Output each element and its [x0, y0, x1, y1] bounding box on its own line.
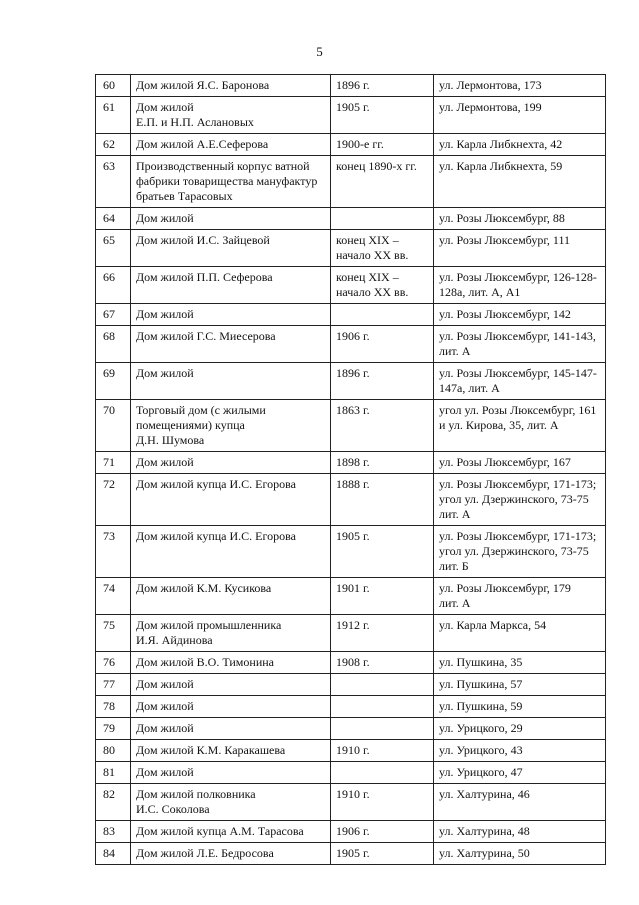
- object-name: Дом жилой: [131, 762, 331, 784]
- object-address: ул. Пушкина, 35: [434, 652, 606, 674]
- object-address: ул. Урицкого, 47: [434, 762, 606, 784]
- row-number: 78: [96, 696, 131, 718]
- row-number: 67: [96, 304, 131, 326]
- object-address: ул. Розы Люксембург, 126-128-128а, лит. А, А1: [434, 267, 606, 304]
- object-address: ул. Розы Люксембург, 179 лит. А: [434, 578, 606, 615]
- table-row: [96, 75, 606, 97]
- object-date: 1908 г.: [331, 652, 434, 674]
- object-date: 1896 г.: [331, 75, 434, 97]
- object-address: ул. Розы Люксембург, 171-173; угол ул. Дзержинского, 73-75 лит. Б: [434, 526, 606, 578]
- table-row: [96, 452, 606, 474]
- object-name: Производственный корпус ватной фабрики товарищества мануфактур братьев Тарасовых: [131, 156, 331, 208]
- object-name: Дом жилой А.Е.Сеферова: [131, 134, 331, 156]
- row-number: 63: [96, 156, 131, 208]
- object-date: [331, 674, 434, 696]
- table-row: [96, 674, 606, 696]
- object-date: 1905 г.: [331, 526, 434, 578]
- table-row: [96, 843, 606, 865]
- object-date: конец XIX – начало XX вв.: [331, 267, 434, 304]
- object-name: Дом жилой купца А.М. Тарасова: [131, 821, 331, 843]
- row-number: 72: [96, 474, 131, 526]
- table-row: [96, 304, 606, 326]
- table-row: [96, 267, 606, 304]
- page-number: 5: [316, 44, 323, 59]
- object-address: ул. Розы Люксембург, 167: [434, 452, 606, 474]
- object-address: ул. Розы Люксембург, 111: [434, 230, 606, 267]
- object-name: Дом жилой Е.П. и Н.П. Аслановых: [131, 97, 331, 134]
- object-name: Торговый дом (с жилыми помещениями) купца Д.Н. Шумова: [131, 400, 331, 452]
- object-address: ул. Розы Люксембург, 142: [434, 304, 606, 326]
- object-address: ул. Урицкого, 43: [434, 740, 606, 762]
- row-number: 84: [96, 843, 131, 865]
- object-date: 1898 г.: [331, 452, 434, 474]
- object-address: ул. Розы Люксембург, 141-143, лит. А: [434, 326, 606, 363]
- object-name: Дом жилой В.О. Тимонина: [131, 652, 331, 674]
- monuments-table: [95, 74, 606, 865]
- object-date: 1901 г.: [331, 578, 434, 615]
- table-row: [96, 615, 606, 652]
- table-row: [96, 134, 606, 156]
- table-row: [96, 526, 606, 578]
- table-row: [96, 400, 606, 452]
- table-row: [96, 363, 606, 400]
- row-number: 69: [96, 363, 131, 400]
- row-number: 75: [96, 615, 131, 652]
- row-number: 83: [96, 821, 131, 843]
- object-date: [331, 304, 434, 326]
- table-row: [96, 821, 606, 843]
- object-name: Дом жилой купца И.С. Егорова: [131, 474, 331, 526]
- table-row: [96, 784, 606, 821]
- row-number: 70: [96, 400, 131, 452]
- object-name: Дом жилой: [131, 304, 331, 326]
- object-name: Дом жилой промышленника И.Я. Айдинова: [131, 615, 331, 652]
- table-row: [96, 652, 606, 674]
- object-address: ул. Халтурина, 50: [434, 843, 606, 865]
- object-date: 1910 г.: [331, 740, 434, 762]
- row-number: 62: [96, 134, 131, 156]
- row-number: 76: [96, 652, 131, 674]
- row-number: 81: [96, 762, 131, 784]
- object-address: ул. Розы Люксембург, 145-147-147а, лит. А: [434, 363, 606, 400]
- object-address: ул. Карла Либкнехта, 59: [434, 156, 606, 208]
- row-number: 64: [96, 208, 131, 230]
- object-address: ул. Халтурина, 46: [434, 784, 606, 821]
- object-name: Дом жилой: [131, 718, 331, 740]
- object-name: Дом жилой полковника И.С. Соколова: [131, 784, 331, 821]
- row-number: 60: [96, 75, 131, 97]
- object-address: ул. Розы Люксембург, 88: [434, 208, 606, 230]
- object-address: ул. Пушкина, 57: [434, 674, 606, 696]
- row-number: 80: [96, 740, 131, 762]
- table-row: [96, 156, 606, 208]
- table-row: [96, 578, 606, 615]
- object-address: угол ул. Розы Люксембург, 161 и ул. Кирова, 35, лит. А: [434, 400, 606, 452]
- object-date: [331, 696, 434, 718]
- table-row: [96, 230, 606, 267]
- object-date: [331, 718, 434, 740]
- table-body: [96, 75, 606, 865]
- object-date: 1905 г.: [331, 97, 434, 134]
- object-name: Дом жилой И.С. Зайцевой: [131, 230, 331, 267]
- object-date: 1906 г.: [331, 821, 434, 843]
- object-date: 1896 г.: [331, 363, 434, 400]
- row-number: 74: [96, 578, 131, 615]
- object-name: Дом жилой: [131, 363, 331, 400]
- object-address: ул. Розы Люксембург, 171-173; угол ул. Дзержинского, 73-75 лит. А: [434, 474, 606, 526]
- object-name: Дом жилой Л.Е. Бедросова: [131, 843, 331, 865]
- object-date: [331, 208, 434, 230]
- object-date: 1912 г.: [331, 615, 434, 652]
- row-number: 65: [96, 230, 131, 267]
- row-number: 68: [96, 326, 131, 363]
- object-name: Дом жилой: [131, 208, 331, 230]
- table-row: [96, 208, 606, 230]
- object-name: Дом жилой Я.С. Баронова: [131, 75, 331, 97]
- object-address: ул. Лермонтова, 173: [434, 75, 606, 97]
- object-name: Дом жилой: [131, 452, 331, 474]
- object-name: Дом жилой: [131, 674, 331, 696]
- table-row: [96, 97, 606, 134]
- object-address: ул. Халтурина, 48: [434, 821, 606, 843]
- table-row: [96, 696, 606, 718]
- object-date: 1905 г.: [331, 843, 434, 865]
- row-number: 73: [96, 526, 131, 578]
- table-row: [96, 740, 606, 762]
- table-row: [96, 718, 606, 740]
- row-number: 61: [96, 97, 131, 134]
- object-name: Дом жилой: [131, 696, 331, 718]
- object-name: Дом жилой купца И.С. Егорова: [131, 526, 331, 578]
- object-date: 1910 г.: [331, 784, 434, 821]
- object-address: ул. Пушкина, 59: [434, 696, 606, 718]
- table-row: [96, 762, 606, 784]
- row-number: 79: [96, 718, 131, 740]
- object-address: ул. Карла Либкнехта, 42: [434, 134, 606, 156]
- object-name: Дом жилой Г.С. Миесерова: [131, 326, 331, 363]
- row-number: 66: [96, 267, 131, 304]
- object-date: 1906 г.: [331, 326, 434, 363]
- row-number: 77: [96, 674, 131, 696]
- table-row: [96, 326, 606, 363]
- object-name: Дом жилой П.П. Сеферова: [131, 267, 331, 304]
- object-address: ул. Карла Маркса, 54: [434, 615, 606, 652]
- row-number: 71: [96, 452, 131, 474]
- object-date: [331, 762, 434, 784]
- object-name: Дом жилой К.М. Кусикова: [131, 578, 331, 615]
- object-date: 1888 г.: [331, 474, 434, 526]
- table-row: [96, 474, 606, 526]
- object-address: ул. Лермонтова, 199: [434, 97, 606, 134]
- object-name: Дом жилой К.М. Каракашева: [131, 740, 331, 762]
- object-date: 1900-е гг.: [331, 134, 434, 156]
- object-address: ул. Урицкого, 29: [434, 718, 606, 740]
- object-date: 1863 г.: [331, 400, 434, 452]
- object-date: конец XIX – начало XX вв.: [331, 230, 434, 267]
- object-date: конец 1890-х гг.: [331, 156, 434, 208]
- row-number: 82: [96, 784, 131, 821]
